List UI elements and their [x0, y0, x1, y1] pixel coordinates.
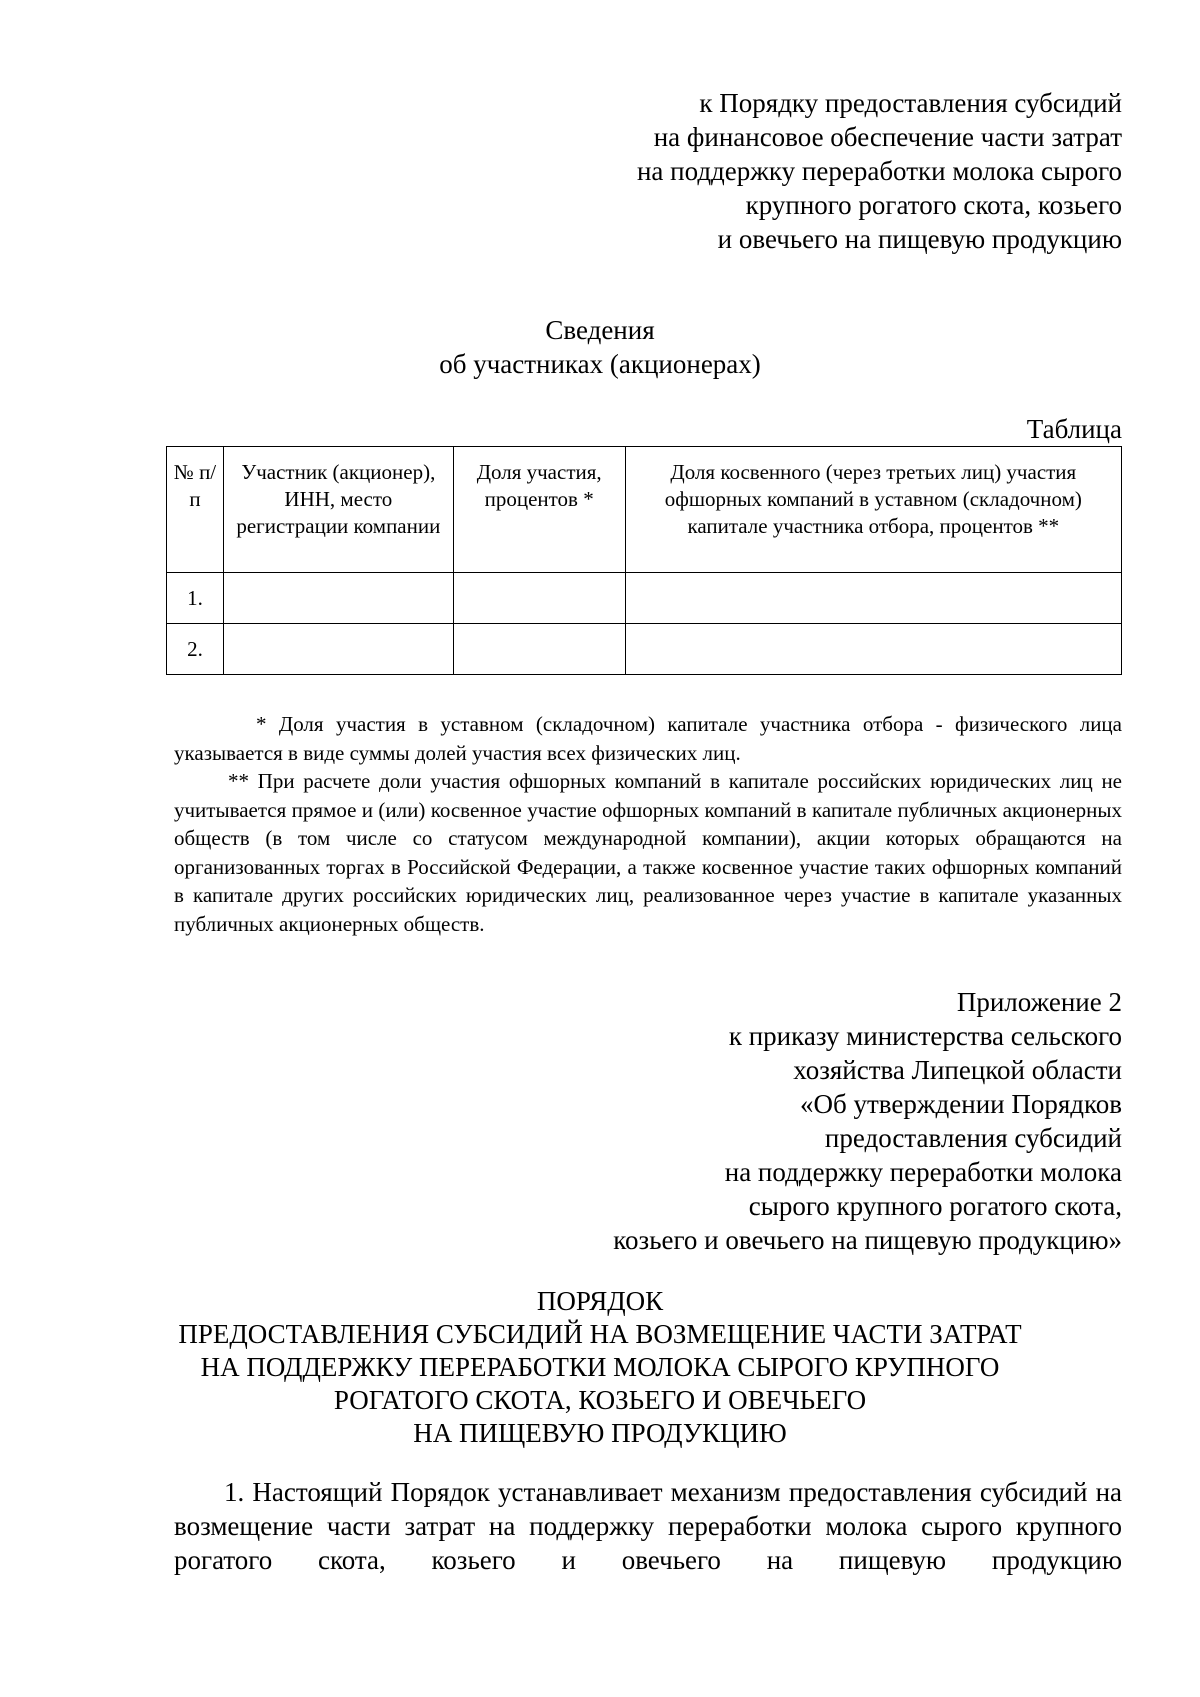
table-cell [223, 624, 453, 675]
table-cell: 2. [167, 624, 224, 675]
appendix-line: предоставления субсидий [824, 1123, 1122, 1153]
header-line: на поддержку переработки молока сырого [636, 156, 1122, 186]
appendix-line: сырого крупного рогатого скота, [748, 1191, 1122, 1221]
header-line: на финансовое обеспечение части затрат [653, 122, 1122, 152]
header-reference [422, 86, 1122, 256]
title-line: Сведения [545, 315, 655, 345]
table-cell [625, 624, 1121, 675]
order-title-line: НА ПИЩЕВУЮ ПРОДУКЦИЮ [413, 1418, 787, 1448]
section-title [0, 313, 1200, 381]
table-cell [453, 624, 625, 675]
column-header-number: № п/п [167, 447, 224, 573]
order-title [0, 1285, 1200, 1450]
table-row [167, 573, 1122, 624]
order-title-line: НА ПОДДЕРЖКУ ПЕРЕРАБОТКИ МОЛОКА СЫРОГО КРУПНОГО [200, 1352, 1000, 1382]
title-line: об участниках (акционерах) [439, 349, 761, 379]
table-row [167, 624, 1122, 675]
appendix-reference [422, 985, 1122, 1257]
footnote-1: * Доля участия в уставном (складочном) капитале участника отбора - физического лица указывается в виде суммы долей участия всех физических лиц. [174, 712, 1122, 765]
order-title-line: РОГАТОГО СКОТА, КОЗЬЕГО И ОВЕЧЬЕГО [333, 1385, 867, 1415]
header-line: и овечьего на пищевую продукцию [717, 224, 1122, 254]
appendix-line: «Об утверждении Порядков [800, 1089, 1122, 1119]
order-title-line: ПРЕДОСТАВЛЕНИЯ СУБСИДИЙ НА ВОЗМЕЩЕНИЕ ЧАСТИ ЗАТРАТ [178, 1319, 1022, 1349]
table-caption: Таблица [1026, 414, 1122, 444]
table-cell: 1. [167, 573, 224, 624]
table-cell [223, 573, 453, 624]
header-line: к Порядку предоставления субсидий [699, 88, 1122, 118]
appendix-line: козьего и овечьего на пищевую продукцию» [613, 1225, 1122, 1255]
footnote-2: ** При расчете доли участия офшорных компаний в капитале российских юридических лиц не учитывается прямое и (или) косвенное участие офшорных компаний в капитале публичных акционерных обществ (в том числе со статусом международной компании), акции которых обращаются на организованных торгах в Российской Федерации, а также косвенное участие таких офшорных компаний в капитале других российских юридических лиц, реализованное через участие в капитале указанных публичных акционерных обществ. [174, 769, 1122, 936]
appendix-line: на поддержку переработки молока [724, 1157, 1122, 1187]
paragraph-1: 1. Настоящий Порядок устанавливает механизм предоставления субсидий на возмещение части затрат на поддержку переработки молока сырого крупного рогатого скота, козьего и овечьего на пищевую продукцию [174, 1477, 1122, 1575]
column-header-share: Доля участия, процентов * [453, 447, 625, 573]
column-header-offshore-share: Доля косвенного (через третьих лиц) участия офшорных компаний в уставном (складочном) капитале участника отбора, процентов ** [625, 447, 1121, 573]
header-line: крупного рогатого скота, козьего [745, 190, 1122, 220]
appendix-line: к приказу министерства сельского [728, 1021, 1122, 1051]
footnotes [174, 710, 1122, 938]
table-cell [625, 573, 1121, 624]
appendix-line: Приложение 2 [956, 987, 1122, 1017]
order-title-line: ПОРЯДОК [536, 1286, 664, 1316]
table-cell [453, 573, 625, 624]
column-header-participant: Участник (акционер), ИНН, место регистрации компании [223, 447, 453, 573]
table-header-row [167, 447, 1122, 573]
participants-table [166, 446, 1122, 675]
body-text [174, 1475, 1122, 1577]
appendix-line: хозяйства Липецкой области [793, 1055, 1122, 1085]
